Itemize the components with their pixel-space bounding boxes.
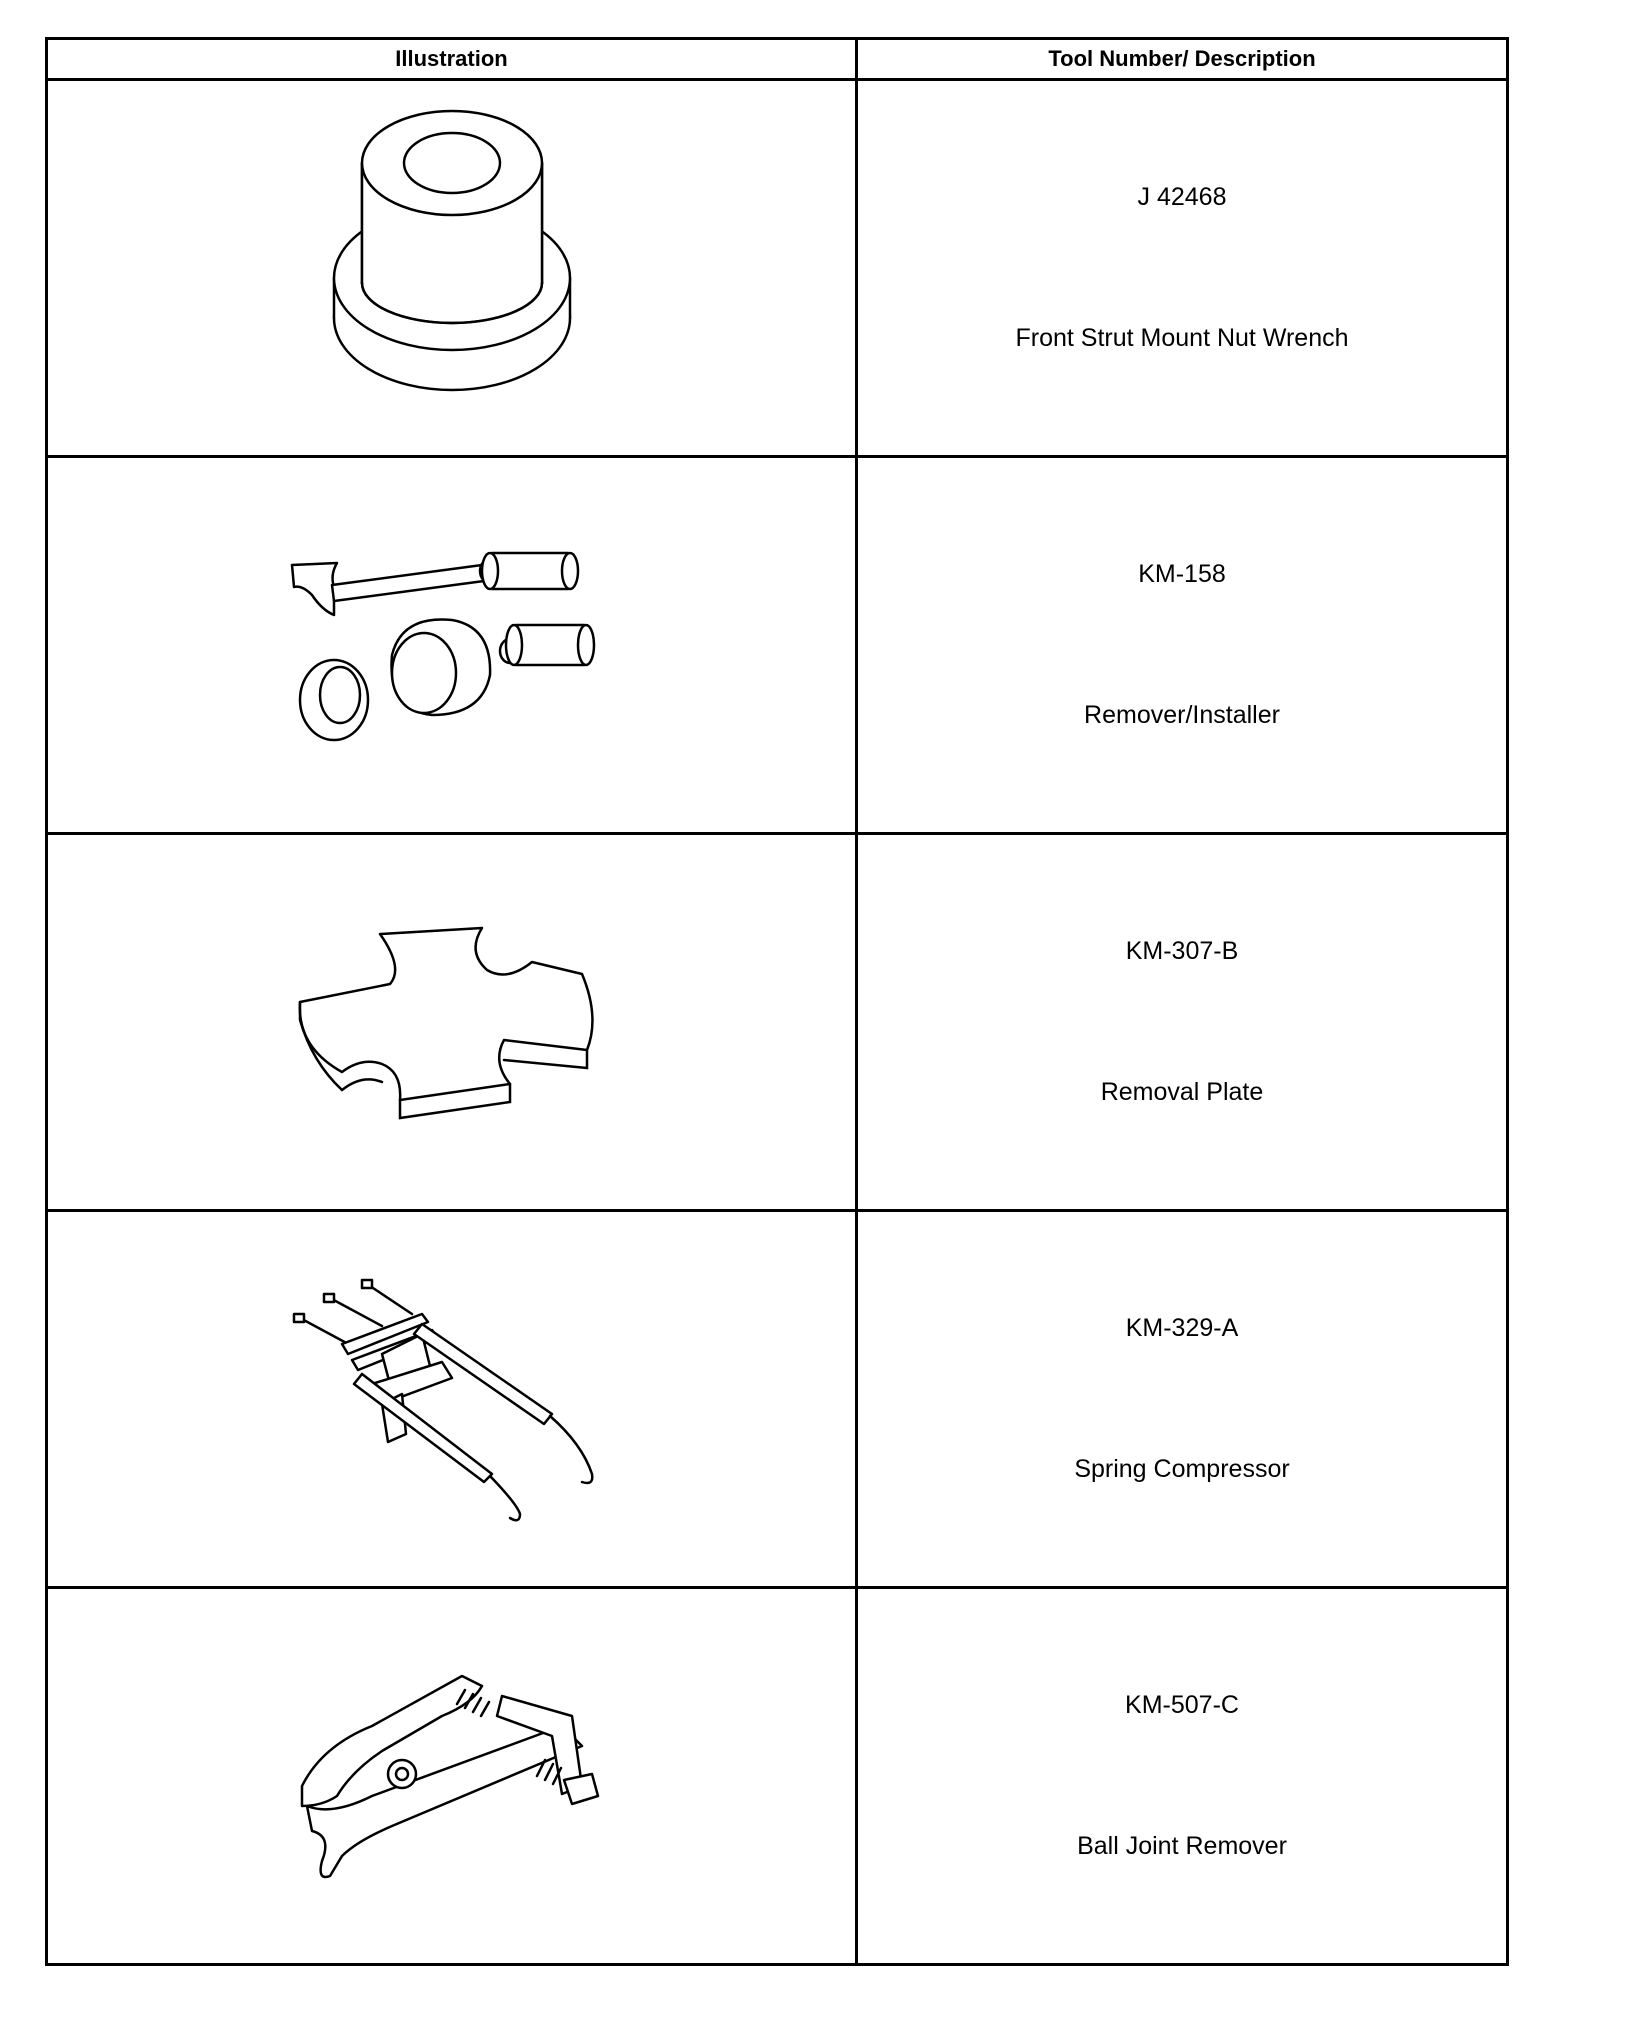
tool-number: J 42468 [1137,183,1227,211]
tool-description: Ball Joint Remover [1077,1832,1287,1860]
header-row [47,39,1508,80]
strut-nut-wrench-icon [322,108,582,428]
tool-description: Front Strut Mount Nut Wrench [1015,324,1349,352]
remover-installer-icon [282,535,622,755]
tool-info-cell [857,1211,1508,1588]
illustration-cell [47,80,857,457]
tool-number: KM-507-C [1125,1691,1239,1719]
tool-info-cell [857,1588,1508,1965]
ball-joint-remover-icon [282,1656,622,1896]
illustration-cell [47,834,857,1211]
tool-info-cell [857,457,1508,834]
tool-description: Removal Plate [1100,1078,1264,1106]
table-row [47,80,1508,457]
table-row [47,457,1508,834]
tool-info-cell [857,80,1508,457]
removal-plate-icon [282,922,622,1122]
illustration-cell [47,1211,857,1588]
table-row [47,1211,1508,1588]
table-row [47,1588,1508,1965]
illustration-cell [47,457,857,834]
spring-compressor-icon [282,1274,622,1524]
tool-number: KM-158 [1138,560,1226,588]
special-tools-table [45,37,1509,1966]
tool-description: Remover/Installer [1084,701,1280,729]
tool-description: Spring Compressor [1074,1455,1290,1483]
tool-number: KM-307-B [1125,937,1239,965]
tool-number: KM-329-A [1125,1314,1239,1342]
tool-info-cell [857,834,1508,1211]
table-row [47,834,1508,1211]
header-illustration: Illustration [47,39,857,80]
illustration-cell [47,1588,857,1965]
header-tool-number: Tool Number/ Description [857,39,1508,80]
